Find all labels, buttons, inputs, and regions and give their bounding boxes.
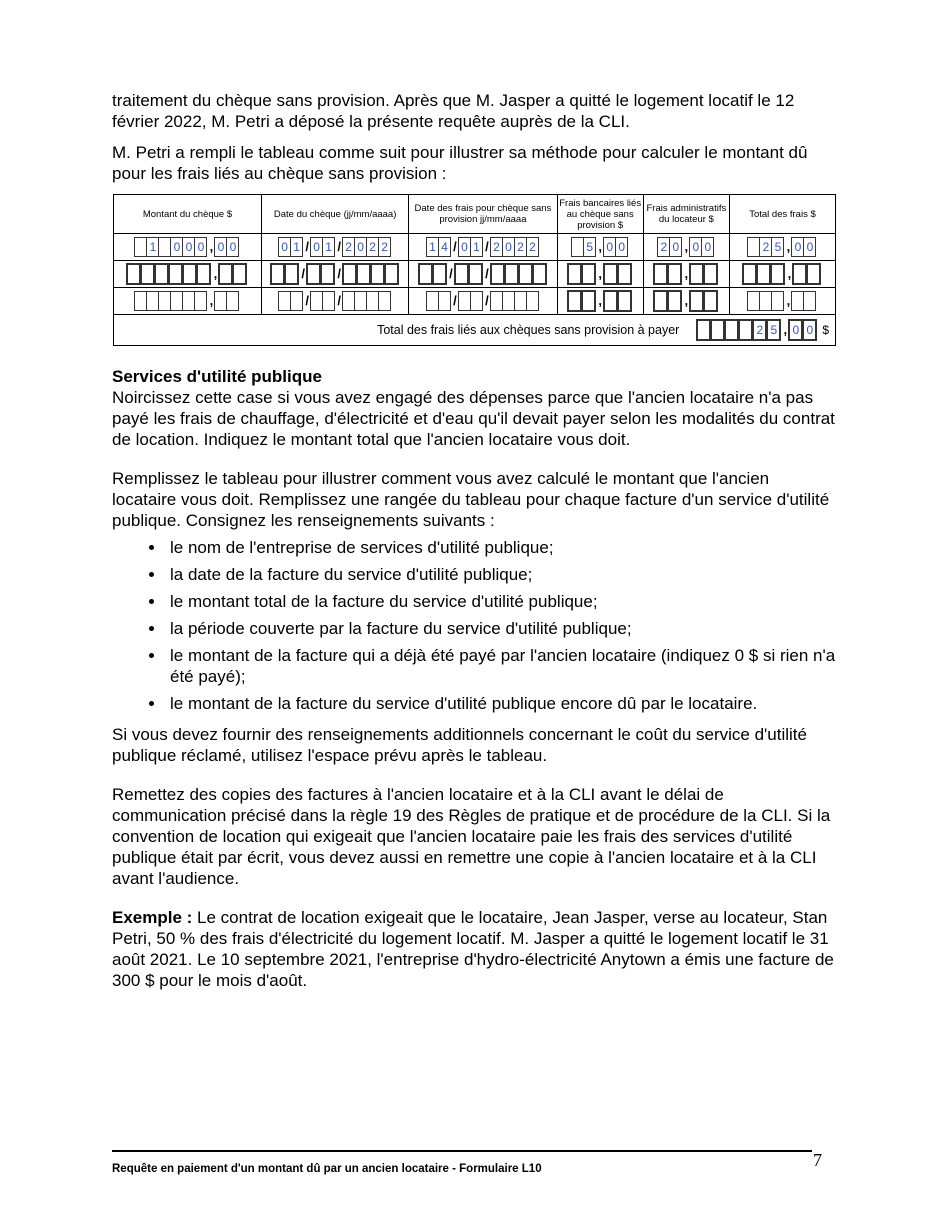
- footer-rule: [112, 1150, 812, 1152]
- header-fee-date: Date des frais pour chèque sans provision jj/mm/aaaa: [409, 195, 557, 234]
- bank-fee-field[interactable]: 5 , 0 0: [558, 234, 643, 260]
- list-item: • le montant total de la facture du service d'utilité publique;: [166, 591, 837, 612]
- paragraph: Si vous devez fournir des renseignements additionnels concernant le coût du service d'utilité publique réclamé, utilisez l'espace prévu après le tableau.: [112, 725, 807, 765]
- amount-field[interactable]: ,: [114, 288, 261, 314]
- amount-field[interactable]: ,: [114, 261, 261, 287]
- page-number: 7: [813, 1150, 822, 1170]
- list-item: • la date de la facture du service d'utilité publique;: [166, 564, 837, 585]
- cheque-date-field[interactable]: 0 1 / 0 1 / 2 0 2 2: [262, 234, 408, 260]
- list-item: • le nom de l'entreprise de services d'utilité publique;: [166, 537, 837, 558]
- paragraph: M. Petri a rempli le tableau comme suit pour illustrer sa méthode pour calculer le montant dû pour les frais liés au chèque sans provision :: [112, 143, 808, 183]
- table-row: [114, 234, 836, 261]
- admin-fee-field[interactable]: ,: [644, 288, 729, 314]
- example-paragraph: [112, 907, 837, 991]
- list-item: • la période couverte par la facture du service d'utilité publique;: [166, 618, 837, 639]
- header-bank-fee: Frais bancaires liés au chèque sans provision $: [557, 195, 643, 234]
- example-label: Exemple :: [112, 908, 193, 927]
- bank-fee-field[interactable]: ,: [558, 261, 643, 287]
- header-admin-fee: Frais administratifs du locateur $: [643, 195, 729, 234]
- table-row: [114, 261, 836, 288]
- fee-date-field[interactable]: / /: [409, 261, 556, 287]
- paragraph: Noircissez cette case si vous avez engagé des dépenses parce que l'ancien locataire n'a pas payé les frais de chauffage, d'électricité et d'eau qu'il devait payer selon les modalités du contrat de location. Indiquez le montant total que l'ancien locataire vous doit.: [112, 388, 835, 449]
- paragraph: Remplissez le tableau pour illustrer comment vous avez calculé le montant que l'ancien locataire vous doit. Remplissez une rangée du tableau pour chaque facture d'un service d'utilité publique. Consignez les renseignements suivants :: [112, 469, 830, 530]
- total-fee-field[interactable]: ,: [730, 261, 835, 287]
- bank-fee-field[interactable]: ,: [558, 288, 643, 314]
- footer-title: Requête en paiement d'un montant dû par un ancien locataire - Formulaire L10: [112, 1163, 542, 1175]
- cheque-date-field[interactable]: / /: [262, 261, 408, 287]
- admin-fee-field[interactable]: 2 0 , 0 0: [644, 234, 729, 260]
- total-label: Total des frais liés aux chèques sans provision à payer: [377, 323, 680, 337]
- grand-total-field[interactable]: 2 5 , 0 0: [697, 317, 817, 343]
- fee-date-field[interactable]: / /: [409, 288, 556, 314]
- paragraph: Remettez des copies des factures à l'ancien locataire et à la CLI avant le délai de communication précisé dans la règle 19 des Règles de pratique et de procédure de la CLI. Si la convention de location qui exigeait que l'ancien locataire paie les frais des services d'utilité publique était par écrit, vous devez aussi en remettre une copie à l'ancien locataire et à la CLI avant l'audience.: [112, 785, 831, 888]
- document-page: [112, 90, 837, 991]
- header-cheque-date: Date du chèque (jj/mm/aaaa): [261, 195, 408, 234]
- cheque-date-field[interactable]: / /: [262, 288, 408, 314]
- fee-date-field[interactable]: 1 4 / 0 1 / 2 0 2 2: [409, 234, 556, 260]
- table-header-row: [114, 195, 836, 234]
- list-item: • le montant de la facture du service d'utilité publique encore dû par le locataire.: [166, 693, 837, 714]
- amount-field[interactable]: 1 0 0 0 , 0 0: [114, 234, 261, 260]
- example-text: Le contrat de location exigeait que le locataire, Jean Jasper, verse au locateur, Stan Petri, 50 % des frais d'électricité du logement locatif. M. Jasper a quitté le logement locatif le 31 août 2021. Le 10 septembre 2021, l'entreprise d'hydro-électricité Anytown a émis une facture de 300 $ pour le mois d'août.: [112, 908, 834, 990]
- list-item: • le montant de la facture qui a déjà été payé par l'ancien locataire (indiquez 0 $ si rien n'a été payé);: [166, 645, 837, 687]
- total-fee-field[interactable]: 2 5 , 0 0: [730, 234, 835, 260]
- paragraph: traitement du chèque sans provision. Après que M. Jasper a quitté le logement locatif le 12 février 2022, M. Petri a déposé la présente requête auprès de la CLI.: [112, 91, 795, 131]
- bounced-cheque-table: [113, 194, 836, 346]
- currency-symbol: $: [822, 323, 829, 337]
- total-fee-field[interactable]: ,: [730, 288, 835, 314]
- header-amount: Montant du chèque $: [114, 195, 262, 234]
- admin-fee-field[interactable]: ,: [644, 261, 729, 287]
- total-row: [114, 315, 836, 346]
- section-heading: Services d'utilité publique: [112, 367, 322, 386]
- bullet-list: [112, 537, 837, 714]
- table-row: [114, 288, 836, 315]
- header-total: Total des frais $: [729, 195, 835, 234]
